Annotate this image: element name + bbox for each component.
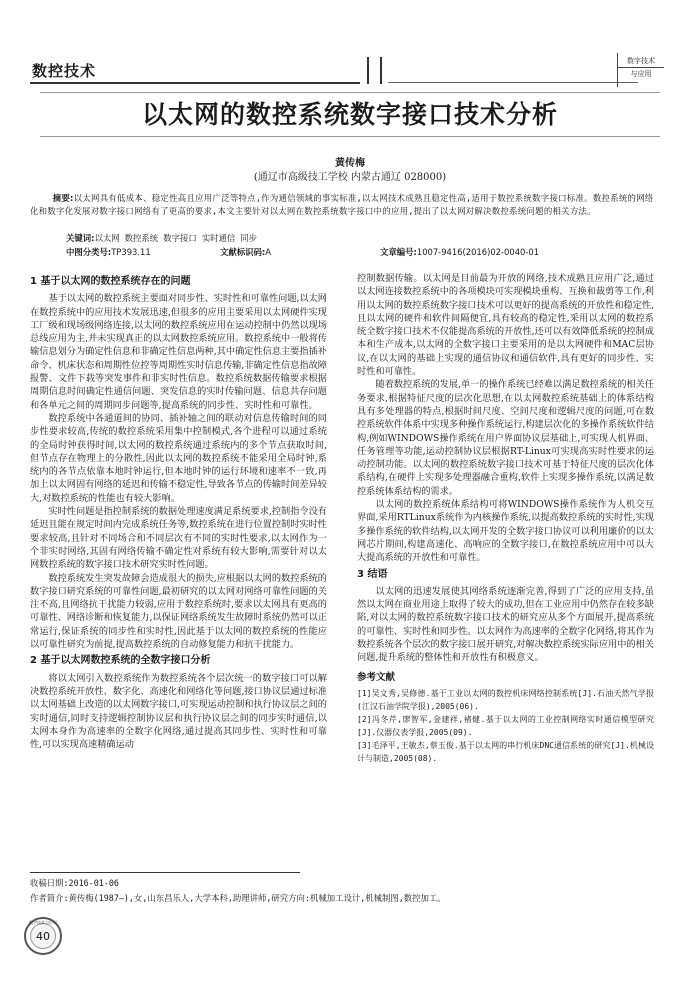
paragraph: 将以太网引入数控系统作为数控系统各个层次统一的数字接口可以解决数控系统开放性、数字化、高速化和网络化等问题,接口协议层通过标准以太网基础上改造的以太网数字接口,可实现运动控制和执行协议层之间的实时通信,同时支持逻辑控制协议层和执行协议层之间的同步实时通信,以太网本身作为高速率的全数字化网络,通过提高其同步性、实时性和可靠性,可以实现高速精确运动 (30, 672, 327, 751)
paragraph: 以太网的迅速发展使其网络系统逐渐完善,得到了广泛的应用支持,虽然以太网在商业用途上取得了较大的成功,但在工业应用中仍然存在较多缺陷,对以太网的数控系统数字接口技术的研究应从多个方面展开,提高系统的可靠性、实时性和同步性。以太网作为高速率的全数字化网络,将其作为数控系统各个层次的数字接口展开研究,对解决数控系统实际应用中的相关问题,提升系统的整体性和开放性有积极意义。 (357, 585, 654, 664)
section-heading-3: 3 结语 (357, 568, 388, 580)
section-title: 数控技术 (32, 62, 97, 80)
keywords-label: 关键词: (66, 233, 95, 243)
article-label: 文章编号: (380, 247, 417, 257)
footnote-rule (30, 872, 300, 873)
paragraph: 实时性问题是指控制系统的数据处理速度满足系统要求,控制指令没有延迟且能在规定时间内完成系统任务等,数控系统在进行位置控制时实时性要求较高,且针对不同场合和不同层次有不同的实时性要求,以太网作为一个非实时网络,其固有网络传输不确定性对系统有较大影响,需要针对以太网数控系统的数字接口技术研究实时性问题。 (30, 506, 327, 571)
author: 黄传梅 (335, 158, 365, 169)
right-column (357, 272, 654, 765)
section-heading-2: 2 基于以太网数控系统的全数字接口分析 (30, 655, 211, 667)
left-column (30, 272, 327, 751)
paragraph: 基于以太网的数控系统主要面对同步性、实时性和可靠性问题,以太网在数控系统中的应用技术发展迅速,但很多的应用主要采用以太网硬件实现工厂级和现场级网络连接,以太网的数控系统应用在运动控制中仍然以现场总线应用为主,并未实现真正的以太网数控系统应用。数控系统中一般将传输信息划分为确定性信息和非确定性信息两种,其中确定性信息主要指插补命令、机床状态和周期性位控等周期性实时信息传输,非确定性信息指故障报警、文件下载等突发事件和非实时性信息。数控系统数据传输要求根据周期信息时间确定性通信问题、突发信息的实时传输问题、信息共存问题和各单元之间的周期同步问题等,提高系统的同步性、实时性和可靠性。 (30, 293, 327, 411)
clc-label: 中图分类号: (66, 247, 112, 257)
journal-logo-icon (24, 917, 62, 955)
article-number (380, 246, 539, 258)
author-bio: 作者简介:黄传梅(1987—),女,山东昌乐人,大学本科,助理讲师,研究方向:机械加工设计,机械制图,数控加工。 (30, 893, 446, 903)
section-heading-1: 1 基于以太网的数控系统存在的问题 (30, 276, 191, 287)
header-divider-right (380, 57, 382, 84)
doc-code (220, 246, 271, 258)
header-rule-right (388, 82, 638, 83)
paragraph: 以太网的数控系统体系结构可将WINDOWS操作系统作为人机交互界面,采用RTLinux系统作为内核操作系统,以提高数控系统的实时性,实现多操作系统的软件结构,以太网开发的全数字接口协议可以利用廉价的以太网芯片期间,构建高速化、高响应的全数字接口,在数控系统应用中可以大大提高系统的开放性和可靠性。 (357, 499, 654, 564)
reference-item: [3]毛泽平,王敏杰,蔡玉俊.基于以太网的串行机床DNC通信系统的研究[J].机械设计与制造,2005(08). (357, 740, 654, 763)
clc-value: TP393.11 (111, 247, 151, 257)
journal-badge (617, 53, 664, 87)
paragraph: 控制数据传输。以太网是目前最为开放的网络,技术成熟且应用广泛,通过以太网连接数控系统中的各项模块可实现模块重构、互换和裁剪等工作,利用以太网的数控系统数字接口技术可以更好的提高系统的开放性和稳定性,且以太网的硬件和软件间隔便宜,具有较高的稳定性,采用以太网的数控系统全数字接口技术不仅能提高系统的开放性,还可以有效降低系统的控制成本和生产成本,以太网的全数字接口主要采用的是以太网硬件和MAC层协议,在以太网的基础上实现的通信协议和通信软件,具有更好的同步性、实时性和可靠性。 (357, 273, 654, 378)
article-value: 1007-9416(2016)02-0040-01 (416, 247, 540, 257)
paragraph: 随着数控系统的发展,单一的操作系统已经难以满足数控系统的相关任务要求,根据特征尺度的层次化思想,在以太网数控系统基础上的体系结构具有多处理器的特点,根据时间尺度、空间尺度和逻辑尺度的问题,可在数控系统软件体系中实现多种操作系统运行,构建层次化的多操作系统软件结构,例如WINDOWS操作系统在用户界面协议层基础上,可实现人机界面、任务管理等功能,运动控制协议层根据RT-Linux可实现高实时性要求的运动控制功能。以太网的数控系统数字接口技术可基于特征尺度的层次化体系结构,在硬件上实现多处理器融合重构,软件上实现多操作系统,以满足数控系统体系结构的需求。 (357, 379, 654, 497)
header-divider-left (367, 57, 369, 84)
paragraph: 数控系统中各通道间的协同、插补轴之间的联动对信息传输时间的同步性要求较高,传统的数控系统采用集中控制模式,各个进程可以通过系统的全局时钟获得时间,以太网的数控系统通过系统内的多个节点获取时间,但节点存在物理上的分散性,因此以太网的数控系统不能采用全局时钟,系统内的各节点依靠本地时钟运行,但本地时钟的运行环境和速率不一致,再加上以太网固有网络的延迟和传输不稳定性,导致各节点的传输时间差异较大,对数控系统的性能也有较大影响。 (30, 412, 327, 504)
keywords-text: 以太网 数控系统 数字接口 实时通信 同步 (94, 233, 258, 243)
clc-number (66, 246, 151, 258)
page-number: 40 (30, 923, 56, 949)
doc-value: A (265, 247, 271, 257)
title-rule-top (40, 92, 660, 93)
reference-item: [2]冯冬芹,廖智军,金建祥,褚健.基于以太网的工业控制网络实时通信模型研究[J].仪器仪表学报,2005(09). (357, 714, 654, 737)
abstract (30, 192, 660, 218)
references-title: 参考文献 (357, 671, 396, 683)
title-rule-bottom (40, 136, 660, 137)
logo-ring-text: 数字技术与应用 (29, 920, 57, 925)
keywords (66, 232, 257, 244)
journal-header (30, 55, 660, 87)
badge-line-1: 数字技术 (618, 53, 664, 68)
article-title: 以太网的数控系统数字接口技术分析 (141, 100, 558, 129)
header-rule (30, 82, 360, 84)
doc-label: 文献标识码: (220, 247, 266, 257)
abstract-label: 摘要: (52, 193, 74, 203)
paragraph: 数控系统发生突发故障会造成很大的损失,应根据以太网的数控系统的数字接口研究系统的可靠性问题,最初研究的以太网对网络可靠性问题的关注不高,且网络抗干扰能力较弱,应用于数控系统时,要求以太网具有更高的可靠性、网络诊断和恢复能力,以保证网络系统发生故障时系统仍然可以正常运行,保证系统的同步性和实时性,因此基于以太网的数控系统的性能应以可靠性研究为前提,提高数控系统的自动修复能力和抗干扰能力。 (30, 572, 327, 651)
abstract-text: 以太网具有低成本、稳定性高且应用广泛等特点,作为通信领域的事实标准,以太网技术成熟且稳定性高,适用于数控系统数字接口标准。数控系统的网络化和数字化发展对数字接口网络有了更高的要求,本文主要针对以太网在数控系统数字接口中的应用,提出了以太网对解决数控系统问题的相关方法。 (30, 193, 654, 216)
reference-item: [1]吴文秀,吴修德.基于工业以太网的数控机床网络控制系统[J].石油天然气学报(江汉石油学院学报),2005(06). (357, 688, 654, 711)
badge-line-2: 与应用 (630, 70, 652, 78)
affiliation: (通辽市高级技工学校 内蒙古通辽 028000) (253, 172, 447, 183)
received-date: 收稿日期:2016-01-06 (30, 878, 119, 888)
